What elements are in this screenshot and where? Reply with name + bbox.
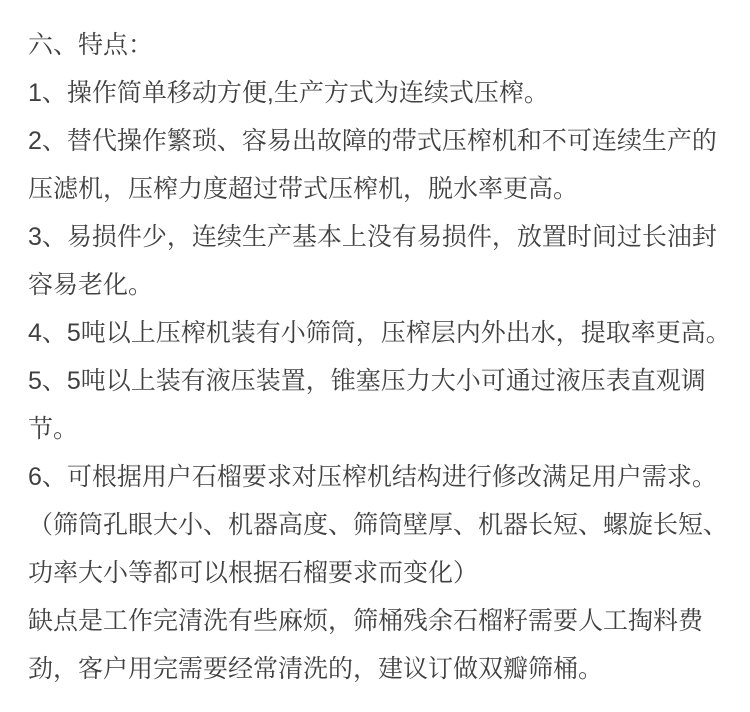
text-line-feature-1: 1、操作简单移动方便,生产方式为连续式压榨。 <box>28 79 549 107</box>
text-line-feature-4: 4、5吨以上压榨机装有小筛筒，压榨层内外出水，提取率更高。 <box>28 319 731 347</box>
text-line-note-a: （筛筒孔眼大小、机器高度、筛筒壁厚、机器长短、螺旋长短、 <box>28 511 729 539</box>
text-line-note-b: 功率大小等都可以根据石榴要求而变化） <box>28 559 479 587</box>
text-line-feature-3b: 容易老化。 <box>28 271 154 299</box>
text-line-feature-5b: 节。 <box>28 415 79 443</box>
text-line-feature-5a: 5、5吨以上装有液压装置，锥塞压力大小可通过液压表直观调 <box>28 367 706 395</box>
text-line-feature-3a: 3、易损件少，连续生产基本上没有易损件，放置时间过长油封 <box>28 223 717 251</box>
text-line-feature-2a: 2、替代操作繁琐、容易出故障的带式压榨机和不可连续生产的 <box>28 127 717 155</box>
text-line-feature-6: 6、可根据用户石榴要求对压榨机结构进行修改满足用户需求。 <box>28 463 717 491</box>
text-line-drawback-b: 劲，客户用完需要经常清洗的，建议订做双瓣筛桶。 <box>28 655 604 683</box>
text-line-feature-2b: 压滤机，压榨力度超过带式压榨机，脱水率更高。 <box>28 175 579 203</box>
text-line-drawback-a: 缺点是工作完清洗有些麻烦，筛桶残余石榴籽需要人工掏料费 <box>28 607 704 635</box>
section-heading: 六、特点： <box>28 31 154 59</box>
